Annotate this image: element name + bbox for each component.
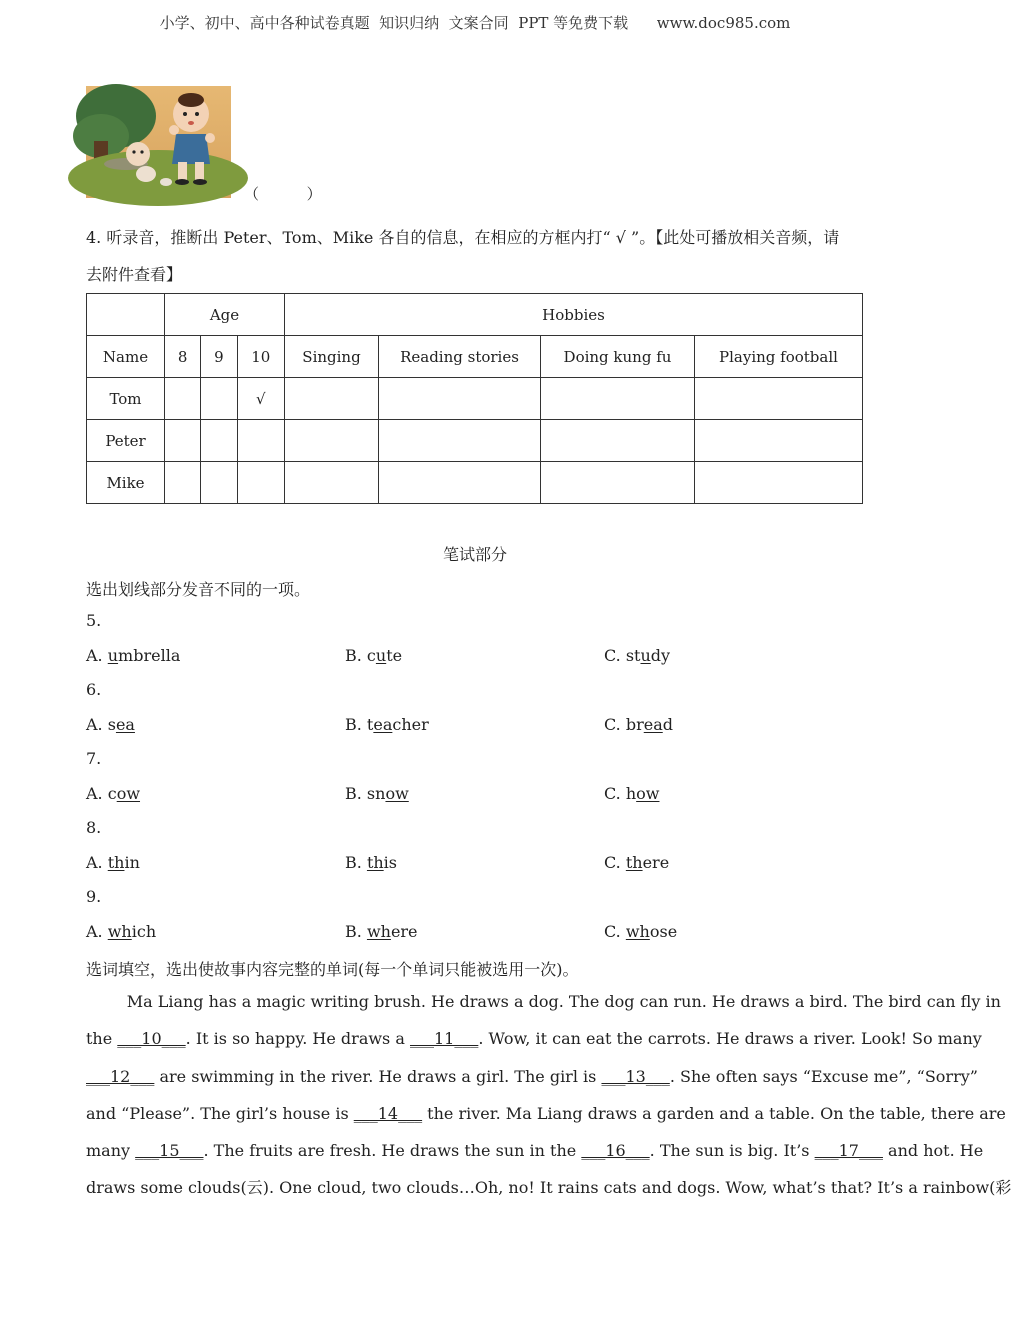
table-subheader-row (87, 336, 863, 378)
cartoon-boy-picture (86, 86, 231, 198)
blank-17[interactable]: ___17___ (814, 1141, 883, 1161)
question-number: 9. (86, 887, 102, 906)
cloze-passage (86, 983, 1011, 1207)
table-cell[interactable] (285, 378, 379, 420)
table-cell[interactable] (237, 462, 284, 504)
blank-16[interactable]: ___16___ (581, 1141, 650, 1161)
table-cell[interactable] (541, 462, 695, 504)
table-row (87, 462, 863, 504)
passage-line: many ___15___. The fruits are fresh. He draws the sun in the ___16___. The sun is big. It’s ___17___ and hot. He (86, 1141, 984, 1161)
table-header-row (87, 294, 863, 336)
age-9: 9 (201, 336, 237, 378)
option-b: B. snow (345, 784, 409, 803)
table-cell[interactable] (695, 378, 863, 420)
hobby-playing-football: Playing football (695, 336, 863, 378)
hobby-singing: Singing (285, 336, 379, 378)
q4-instruction-line1: 4. 听录音，推断出 Peter、Tom、Mike 各自的信息，在相应的方框内打“ √ ”。【此处可播放相关音频，请 (86, 228, 840, 247)
option-a: A. umbrella (86, 646, 181, 665)
table-cell[interactable] (695, 420, 863, 462)
question-number: 7. (86, 749, 102, 768)
cloze-instruction: 选词填空，选出使故事内容完整的单词(每一个单词只能被选用一次)。 (86, 960, 579, 979)
hobbies-header: Hobbies (285, 294, 863, 336)
name-header: Name (87, 336, 165, 378)
row-name: Tom (87, 378, 165, 420)
table-cell[interactable] (379, 462, 541, 504)
blank-13[interactable]: ___13___ (601, 1066, 670, 1086)
table-cell[interactable] (165, 378, 201, 420)
row-name: Mike (87, 462, 165, 504)
table-cell[interactable] (541, 378, 695, 420)
blank-14[interactable]: ___14___ (353, 1103, 423, 1123)
option-b: B. this (345, 853, 397, 872)
row-name: Peter (87, 420, 165, 462)
passage-line: the ___10___. It is so happy. He draws a ___11___. Wow, it can eat the carrots. He draws a river. Look! So many (86, 1029, 982, 1049)
question-number: 8. (86, 818, 102, 837)
hobby-doing-kung-fu: Doing kung fu (541, 336, 695, 378)
table-cell[interactable] (165, 462, 201, 504)
phonics-instruction: 选出划线部分发音不同的一项。 (86, 580, 311, 599)
option-c: C. there (604, 853, 670, 872)
table-cell[interactable] (285, 420, 379, 462)
table-cell[interactable] (165, 420, 201, 462)
section-title: 笔试部分 (442, 545, 507, 564)
option-a: A. thin (86, 853, 140, 872)
table-cell[interactable] (541, 420, 695, 462)
age-header: Age (165, 294, 285, 336)
option-b: B. cute (345, 646, 403, 665)
table-cell[interactable] (201, 378, 237, 420)
blank-10[interactable]: ___10___ (117, 1029, 186, 1049)
option-a: A. which (86, 922, 157, 941)
passage-line: draws some clouds(云). One cloud, two clouds…Oh, no! It rains cats and dogs. Wow, what’s that? It’s a rainbow(彩 (86, 1178, 1011, 1198)
age-8: 8 (165, 336, 201, 378)
answer-parentheses: （ ） (244, 185, 322, 203)
table-row (87, 420, 863, 462)
table-cell[interactable] (201, 420, 237, 462)
blank-11[interactable]: ___11___ (409, 1029, 479, 1049)
blank-12[interactable]: ___12___ (86, 1066, 155, 1086)
table-cell[interactable] (237, 420, 284, 462)
option-c: C. how (604, 784, 660, 803)
table-cell[interactable]: √ (237, 378, 284, 420)
question-number: 6. (86, 680, 102, 699)
hobby-reading-stories: Reading stories (379, 336, 541, 378)
q4-instruction-line2: 去附件查看】 (86, 265, 183, 284)
option-b: B. teacher (345, 715, 429, 734)
table-row (87, 378, 863, 420)
blank-15[interactable]: ___15___ (135, 1141, 204, 1161)
option-a: A. sea (86, 715, 135, 734)
option-c: C. study (604, 646, 671, 665)
age-10: 10 (237, 336, 284, 378)
option-c: C. bread (604, 715, 673, 734)
page-header: 小学、初中、高中各种试卷真题 知识归纳 文案合同 PPT 等免费下载 www.doc985.com (159, 14, 791, 32)
table-cell[interactable] (285, 462, 379, 504)
option-a: A. cow (86, 784, 141, 803)
listening-table (86, 293, 863, 504)
table-cell (87, 294, 165, 336)
option-c: C. whose (604, 922, 678, 941)
option-b: B. where (345, 922, 418, 941)
table-cell[interactable] (379, 378, 541, 420)
passage-line: and “Please”. The girl’s house is ___14___ the river. Ma Liang draws a garden and a table. On the table, there are (86, 1103, 1006, 1123)
question-number: 5. (86, 611, 102, 630)
table-cell[interactable] (379, 420, 541, 462)
passage-line: Ma Liang has a magic writing brush. He draws a dog. The dog can run. He draws a bird. The bird can fly in (86, 992, 1001, 1011)
table-cell[interactable] (695, 462, 863, 504)
table-cell[interactable] (201, 462, 237, 504)
passage-line: ___12___ are swimming in the river. He draws a girl. The girl is ___13___. She often says “Excuse me”, “Sorry” (86, 1066, 978, 1086)
